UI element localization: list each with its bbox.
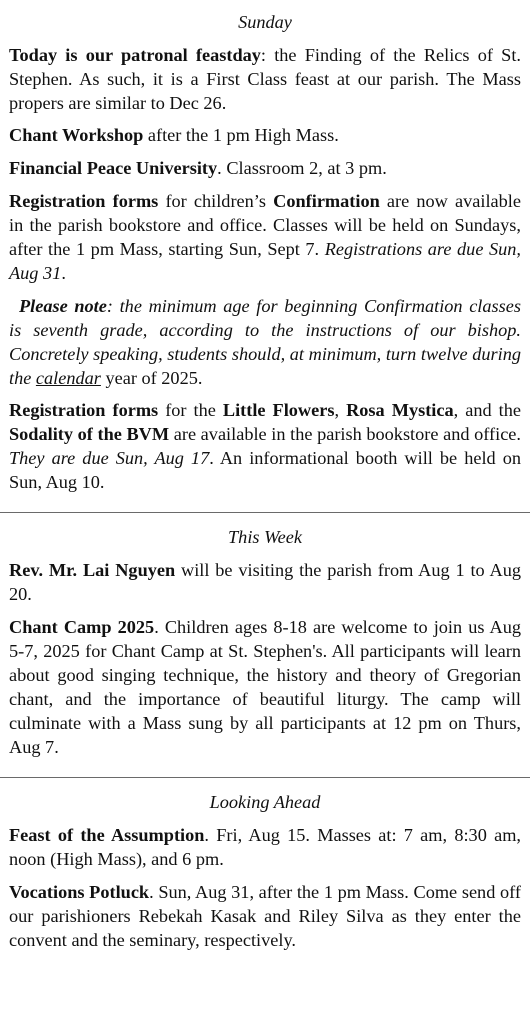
- lf-text-4: are available in the parish bookstore and office.: [169, 424, 521, 444]
- chant-camp-text: . Children ages 8-18 are welcome to join us Aug 5-7, 2025 for Chant Camp at St. Stephen's. All participants will learn about good singing technique, the history and theory of Gregorian chant, and the importance of beautiful liturgy. The camp will culminate with a Mass sung by all participants at 12 pm on Thurs, Aug 7.: [9, 617, 521, 757]
- section-title-this-week: This Week: [228, 527, 302, 547]
- confirmation-paragraph: [9, 189, 521, 285]
- assumption-text: . Fri, Aug 15. Masses at: 7 am, 8:30 am, noon (High Mass), and 6 pm.: [9, 825, 521, 869]
- lf-text-2: ,: [334, 400, 347, 420]
- fpu-bold: Financial Peace University: [9, 158, 218, 178]
- lf-bold-4: Sodality of the BVM: [9, 424, 170, 444]
- section-sunday: [0, 0, 530, 494]
- assumption-paragraph: [9, 823, 521, 871]
- chant-workshop-bold: Chant Workshop: [9, 125, 144, 145]
- visit-text: will be visiting the parish from Aug 1 to Aug 20.: [9, 560, 521, 604]
- lf-text-3: , and the: [453, 400, 521, 420]
- potluck-text: . Sun, Aug 31, after the 1 pm Mass. Come send off our parishioners Rebekah Kasak and Riley Silva as they enter the convent and the seminary, respectively.: [9, 882, 521, 950]
- calendar-underline: calendar: [35, 368, 101, 388]
- confirmation-text-2: are now available in the parish bookstore and office. Classes will be held on Sundays, after the 1 pm Mass, starting Sun, Sept 7.: [9, 191, 521, 259]
- lf-bold-2: Little Flowers: [222, 400, 335, 420]
- lf-due-italic: They are due Sun, Aug 17: [9, 448, 210, 468]
- potluck-bold: Vocations Potluck: [9, 882, 150, 902]
- confirmation-due-italic: Registrations are due Sun, Aug 31: [9, 239, 521, 283]
- section-this-week: [0, 513, 530, 759]
- please-note-text-2: year of 2025.: [100, 368, 203, 388]
- chant-workshop-text: after the 1 pm High Mass.: [143, 125, 339, 145]
- potluck-paragraph: [9, 880, 521, 952]
- confirmation-end: .: [61, 263, 66, 283]
- visit-paragraph: [9, 558, 521, 606]
- lf-text-1: for the: [158, 400, 223, 420]
- confirmation-bold-1: Registration forms: [9, 191, 159, 211]
- assumption-bold: Feast of the Assumption: [9, 825, 205, 845]
- lf-text-5: . An informational booth will be held on Sun, Aug 10.: [9, 448, 521, 492]
- please-note-bold: Please note: [19, 296, 107, 316]
- chant-workshop-paragraph: [9, 123, 521, 147]
- please-note-paragraph: [9, 294, 521, 390]
- feastday-bold: Today is our patronal feastday: [9, 45, 261, 65]
- section-title-sunday: Sunday: [238, 12, 292, 32]
- visit-bold: Rev. Mr. Lai Nguyen: [9, 560, 176, 580]
- chant-camp-bold: Chant Camp 2025: [9, 617, 155, 637]
- section-title-looking-ahead: Looking Ahead: [209, 792, 321, 812]
- confirmation-text-1: for children’s: [158, 191, 274, 211]
- lf-bold-1: Registration forms: [9, 400, 159, 420]
- chant-camp-paragraph: [9, 615, 521, 759]
- section-looking-ahead: [0, 778, 530, 952]
- fpu-text: . Classroom 2, at 3 pm.: [217, 158, 387, 178]
- please-note-text-1: : the minimum age for beginning Confirmation classes is seventh grade, according to the instructions of our bishop. Concretely speaking, students should, at minimum, turn twelve during the: [9, 296, 521, 388]
- little-flowers-paragraph: [9, 398, 521, 494]
- fpu-paragraph: [9, 156, 521, 180]
- lf-bold-3: Rosa Mystica: [346, 400, 454, 420]
- feastday-paragraph: [9, 43, 521, 115]
- confirmation-bold-2: Confirmation: [273, 191, 380, 211]
- feastday-text: : the Finding of the Relics of St. Stephen. As such, it is a First Class feast at our parish. The Mass propers are similar to Dec 26.: [9, 45, 521, 113]
